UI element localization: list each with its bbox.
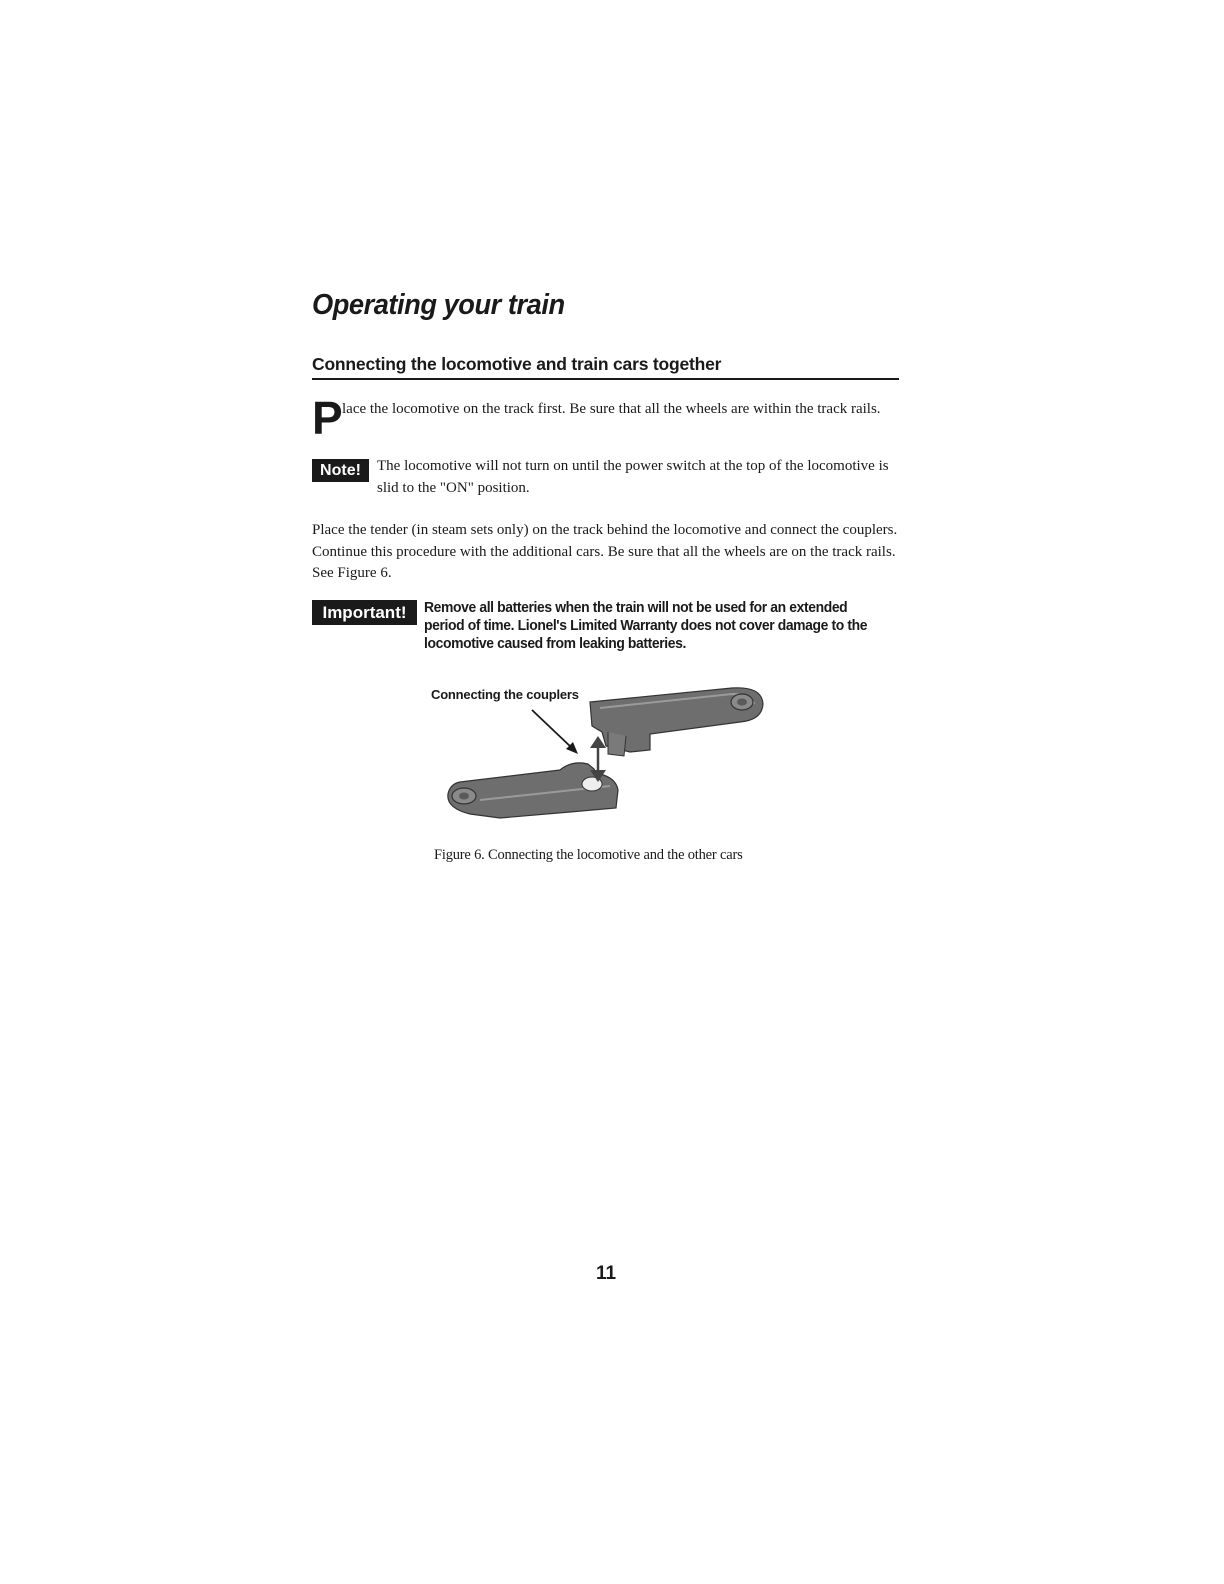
intro-paragraph: lace the locomotive on the track first. Be sure that all the wheels are within the track rails.	[342, 401, 881, 417]
section-heading: Connecting the locomotive and train cars together	[312, 354, 899, 380]
note-badge: Note!	[312, 459, 369, 482]
important-badge: Important!	[312, 600, 417, 625]
callout-pointer	[532, 710, 572, 748]
figure-caption: Figure 6. Connecting the locomotive and the other cars	[434, 847, 743, 863]
page-title: Operating your train	[312, 289, 565, 321]
drop-cap: P	[312, 392, 343, 444]
upper-coupler-arm	[590, 688, 763, 756]
important-text: Remove all batteries when the train will not be used for an extended period of time. Lionel's Limited Warranty does not cover damage to the locomotive caused from leaking batteries.	[424, 600, 868, 652]
body-paragraph: Place the tender (in steam sets only) on the track behind the locomotive and connect the couplers. Continue this procedure with the additional cars. Be sure that all the wheels are on the track rails. See Figure 6.	[312, 522, 898, 581]
page-number: 11	[595, 1263, 617, 1284]
note-text: The locomotive will not turn on until the power switch at the top of the locomotive is slid to the "ON" position.	[377, 458, 889, 496]
figure-callout-label: Connecting the couplers	[431, 687, 579, 702]
coupler-illustration	[440, 682, 770, 827]
